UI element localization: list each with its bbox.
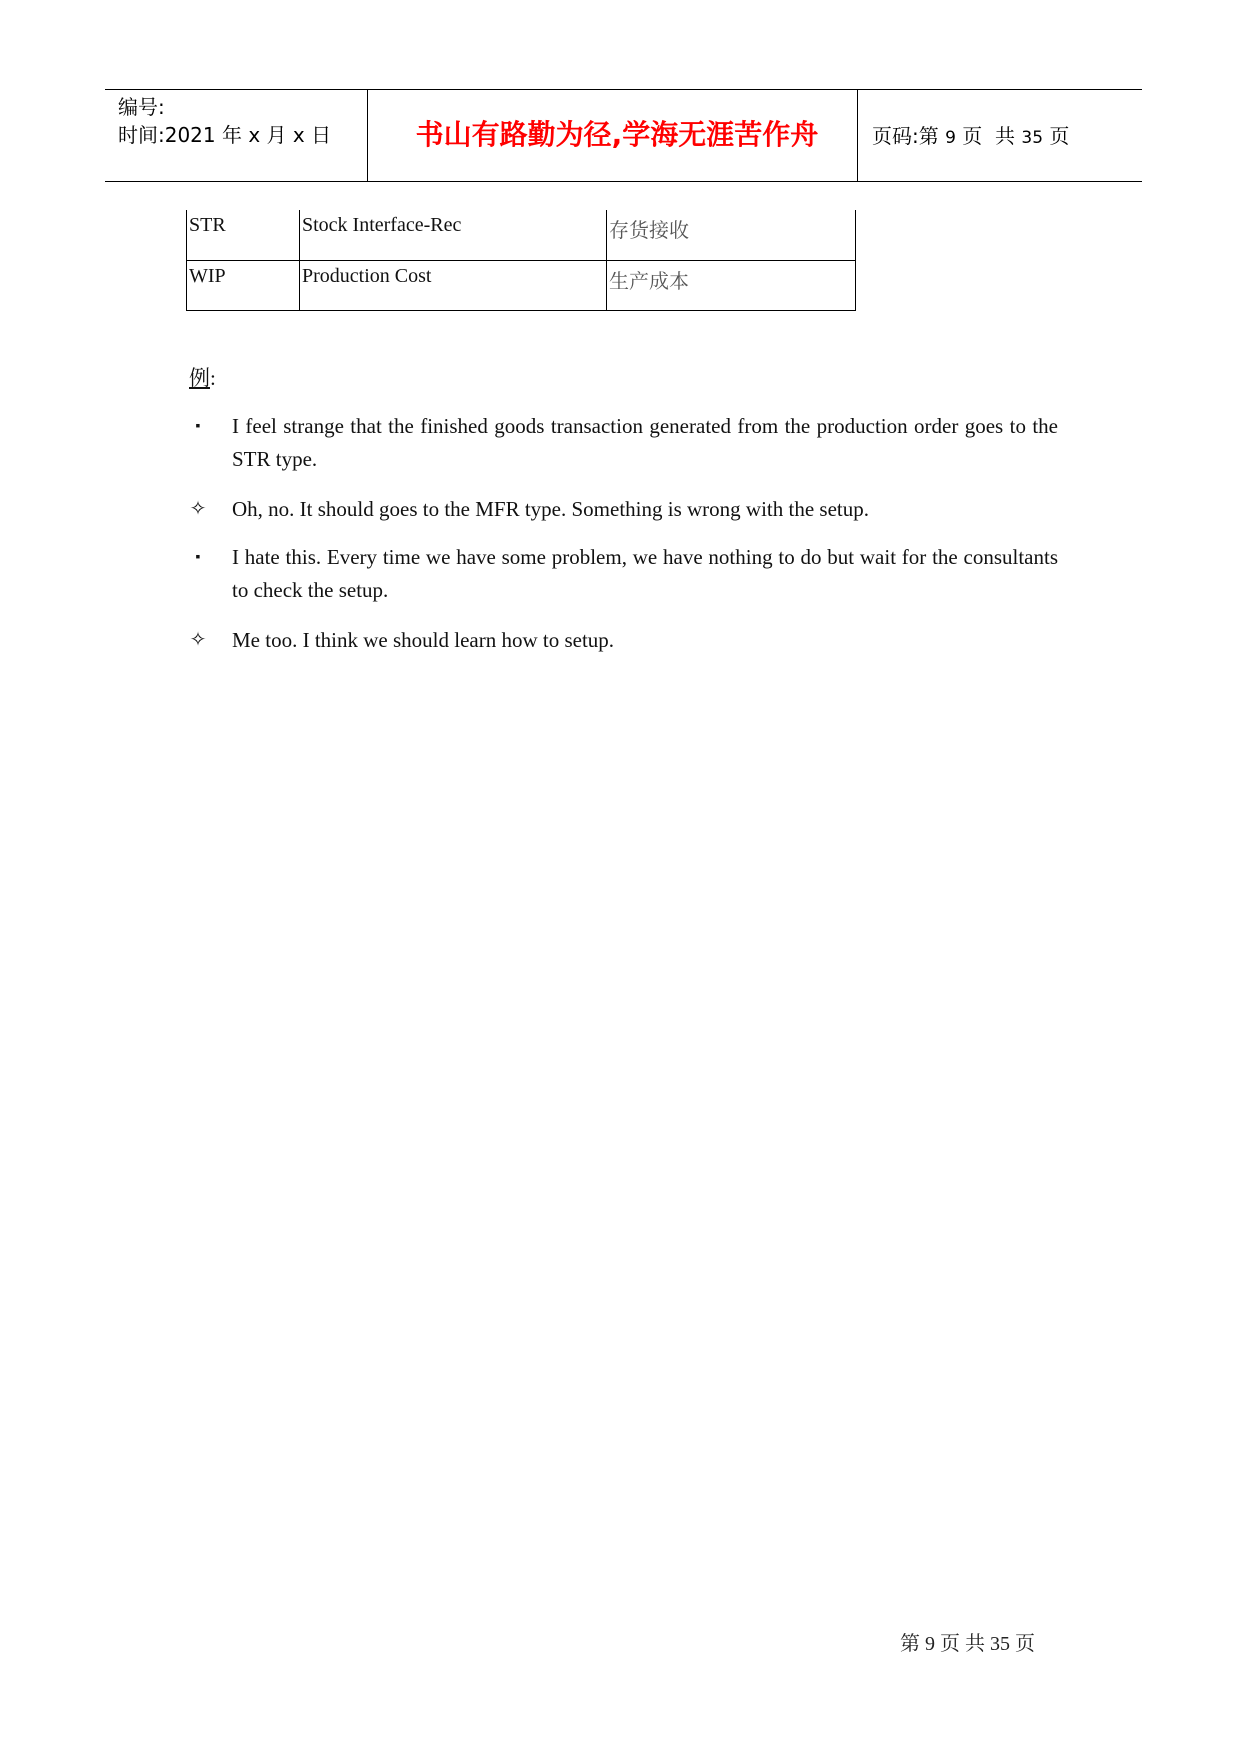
table-cell-code: STR xyxy=(187,210,300,260)
table-row xyxy=(187,210,856,260)
header-page-number xyxy=(872,122,1069,152)
document-header xyxy=(105,89,1142,182)
table-cell-english: Production Cost xyxy=(300,260,607,310)
page-footer: 第 9 页 共 35 页 xyxy=(900,1633,1035,1655)
diamond-bullet-icon: ✧ xyxy=(189,498,207,520)
page-prefix: 页码:第 xyxy=(872,124,946,148)
diamond-bullet-icon: ✧ xyxy=(189,629,207,651)
example-label-colon: : xyxy=(210,366,216,390)
dialogue-line: Me too. I think we should learn how to setup. xyxy=(232,628,615,652)
example-label-text: 例 xyxy=(189,366,210,390)
page-total: 35 xyxy=(1021,128,1044,148)
header-divider xyxy=(367,90,368,181)
table-cell-chinese: 生产成本 xyxy=(607,260,856,310)
time-label: 时间:2021 年 x 月 x 日 xyxy=(118,123,332,147)
table-cell-code: WIP xyxy=(187,260,300,310)
dialogue-line: Oh, no. It should goes to the MFR type. Something is wrong with the setup. xyxy=(232,497,869,521)
dialogue-line: I feel strange that the finished goods transaction generated from the production order goes to the STR type. xyxy=(232,414,1058,471)
number-label: 编号: xyxy=(118,95,165,119)
table-cell-chinese: 存货接收 xyxy=(607,210,856,260)
square-bullet-icon: ▪ xyxy=(195,550,201,565)
table-cell-english: Stock Interface-Rec xyxy=(300,210,607,260)
example-label xyxy=(189,364,216,392)
dialogue-line: I hate this. Every time we have some problem, we have nothing to do but wait for the consultants to check the setup. xyxy=(232,545,1058,602)
page-suffix: 页 xyxy=(1043,124,1070,148)
header-title: 书山有路勤为径,学海无涯苦作舟 xyxy=(415,118,819,151)
square-bullet-icon: ▪ xyxy=(195,419,201,434)
page-current: 9 xyxy=(945,128,956,148)
header-meta xyxy=(118,93,331,149)
page-mid: 页 共 xyxy=(955,124,1022,148)
transaction-type-table xyxy=(186,210,856,311)
table-row xyxy=(187,260,856,310)
